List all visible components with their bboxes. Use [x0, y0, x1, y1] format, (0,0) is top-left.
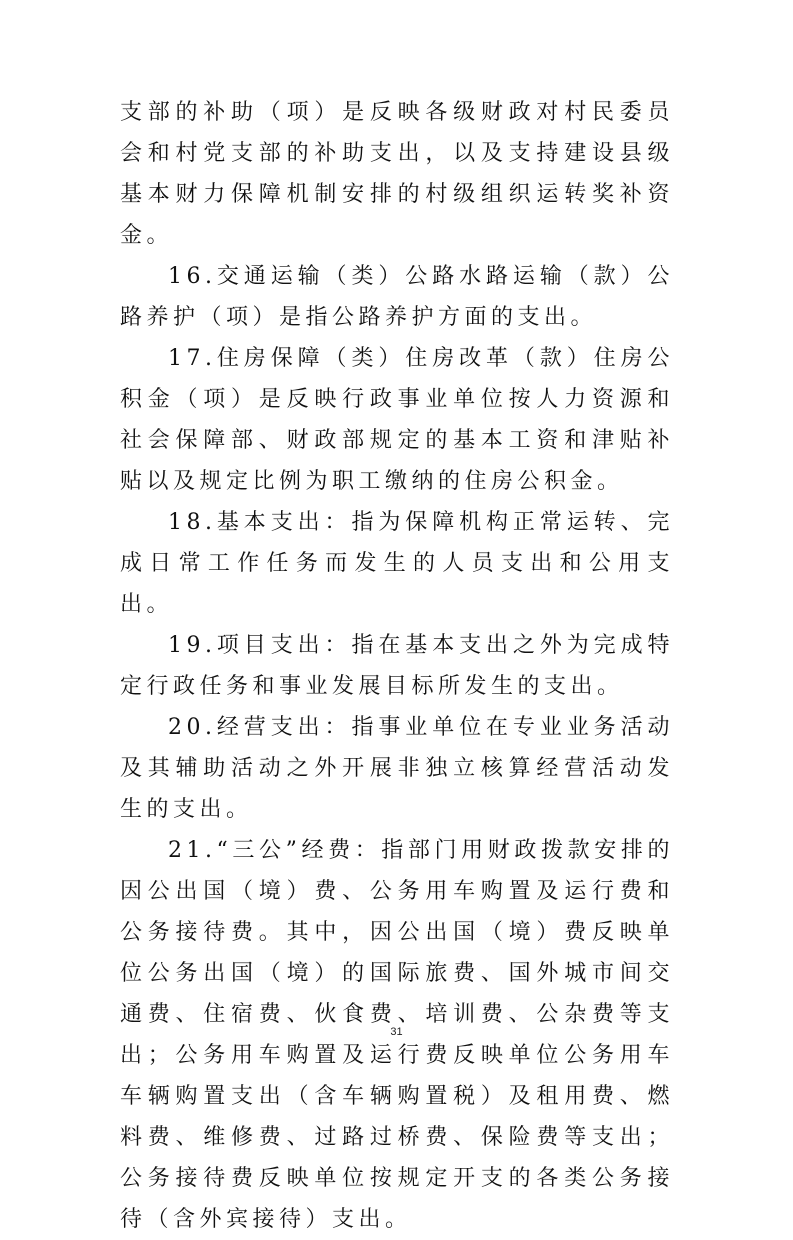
paragraph-item-21: 21.“三公”经费：指部门用财政拨款安排的因公出国（境）费、公务用车购置及运行费和公务接待费。其中，因公出国（境）费反映单位公务出国（境）的国际旅费、国外城市间交通费、住宿费、伙食费、培训费、公杂费等支出；公务用车购置及运行费反映单位公务用车车辆购置支出（含车辆购置税）及租用费、燃料费、维修费、过路过桥费、保险费等支出；公务接待费反映单位按规定开支的各类公务接待（含外宾接待）支出。: [120, 838, 674, 1232]
paragraph-item-16: 16.交通运输（类）公路水路运输（款）公路养护（项）是指公路养护方面的支出。: [120, 264, 674, 330]
paragraph-item-19: 19.项目支出：指在基本支出之外为完成特定行政任务和事业发展目标所发生的支出。: [120, 633, 674, 699]
document-body: [120, 92, 674, 1240]
paragraph-village-subsidy: 支部的补助（项）是反映各级财政对村民委员会和村党支部的补助支出，以及支持建设县级基本财力保障机制安排的村级组织运转奖补资金。: [120, 100, 674, 248]
paragraph-item-20: 20.经营支出：指事业单位在专业业务活动及其辅助活动之外开展非独立核算经营活动发生的支出。: [120, 715, 674, 822]
paragraph-item-18: 18.基本支出：指为保障机构正常运转、完成日常工作任务而发生的人员支出和公用支出。: [120, 510, 674, 617]
page-number: 31: [390, 1026, 403, 1038]
paragraph-item-17: 17.住房保障（类）住房改革（款）住房公积金（项）是反映行政事业单位按人力资源和社会保障部、财政部规定的基本工资和津贴补贴以及规定比例为职工缴纳的住房公积金。: [120, 346, 674, 494]
